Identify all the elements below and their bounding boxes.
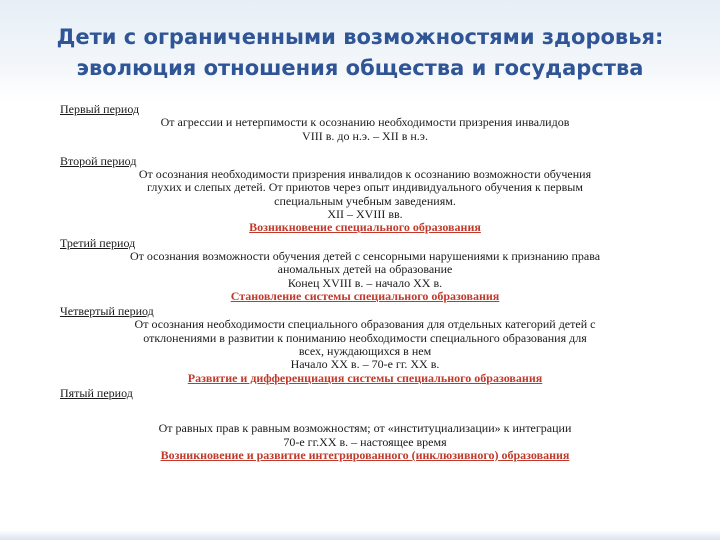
period-block-4	[60, 305, 670, 385]
page-title-line-1: Дети с ограниченными возможностями здоровья:	[56, 25, 664, 49]
period-text-line: аномальных детей на образование	[277, 262, 453, 277]
period-dates: Начало XX в. – 70-е гг. XX в.	[290, 357, 440, 372]
period-text-line: От агрессии и нетерпимости к осознанию необходимости призрения инвалидов	[160, 115, 570, 130]
period-text-line: От равных прав к равным возможностям; от «институциализации» к интеграции	[158, 421, 572, 436]
period-dates: XII – XVIII вв.	[327, 207, 403, 222]
period-dates: Конец XVIII в. – начало XX в.	[287, 275, 443, 290]
period-block-1	[60, 103, 670, 143]
period-label: Второй период	[60, 153, 137, 168]
period-dates: VIII в. до н.э. – XII в н.э.	[302, 128, 428, 143]
page-title	[0, 22, 720, 84]
period-text-line: От осознания возможности обучения детей с сенсорными нарушениями к признанию права	[129, 248, 601, 263]
footer-band	[0, 530, 720, 540]
period-label: Первый период	[60, 102, 140, 116]
period-highlight: Возникновение и развитие интегрированного (инклюзивного) образования	[160, 447, 570, 462]
period-dates: 70-е гг.XX в. – настоящее время	[283, 434, 447, 449]
period-block-5	[60, 387, 670, 462]
period-block-3	[60, 237, 670, 303]
period-text-line: От осознания необходимости специального образования для отдельных категорий детей с	[134, 317, 596, 332]
period-label: Третий период	[60, 235, 136, 250]
periods-list	[60, 103, 670, 462]
period-label: Четвертый период	[60, 304, 154, 319]
period-text-line: отклонениями в развитии к пониманию необходимости специального образования для	[143, 330, 587, 345]
period-highlight: Становление системы специального образования	[230, 288, 500, 303]
period-highlight: Возникновение специального образования	[249, 220, 481, 235]
period-text-line: специальным учебным заведениям.	[274, 193, 456, 208]
period-label: Пятый период	[60, 385, 133, 400]
period-text-line: От осознания необходимости призрения инвалидов к осознанию возможности обучения	[138, 167, 592, 182]
page-title-line-2: эволюция отношения общества и государства	[76, 56, 644, 80]
period-text-line: всех, нуждающихся в нем	[298, 344, 432, 359]
period-highlight: Развитие и дифференциация системы специального образования	[187, 370, 543, 385]
period-text-line: глухих и слепых детей. От приютов через опыт индивидуального обучения к первым	[147, 180, 583, 195]
period-block-2	[60, 155, 670, 235]
